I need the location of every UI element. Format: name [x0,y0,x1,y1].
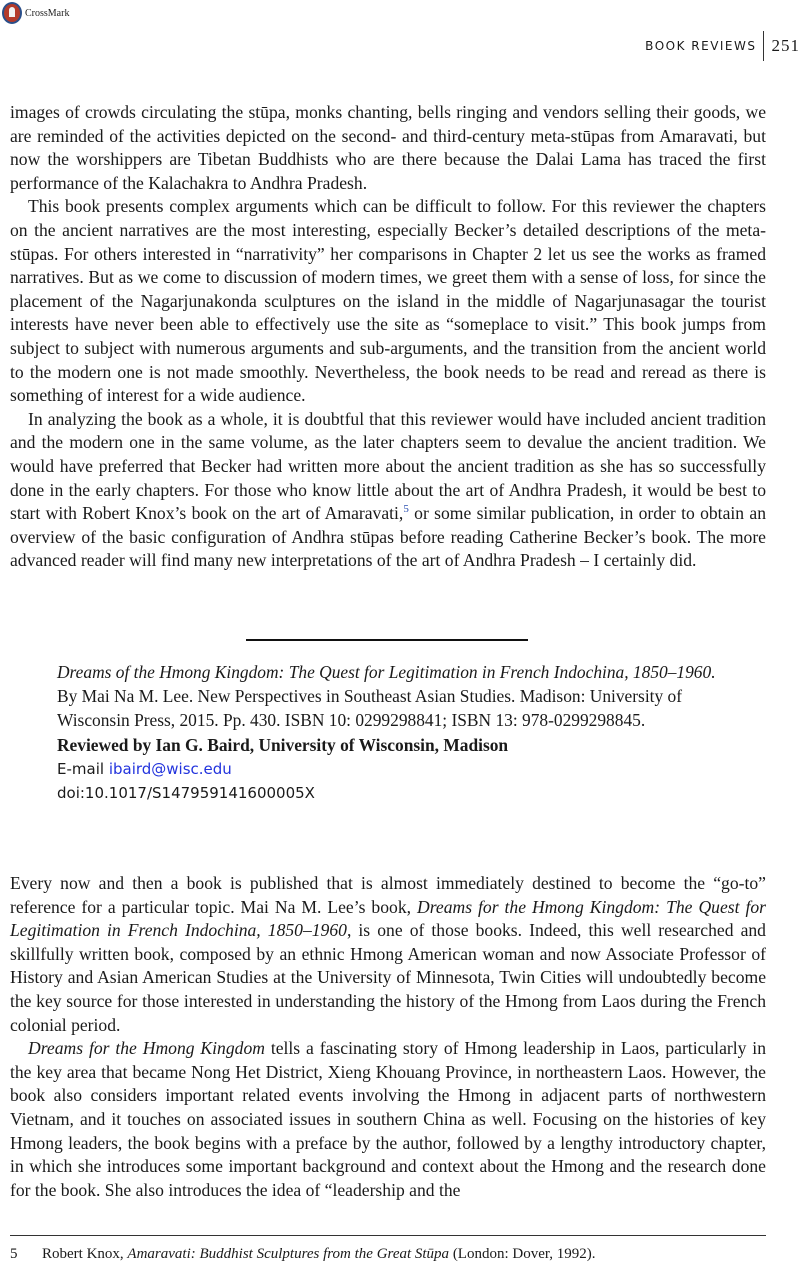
footnote [10,1244,596,1264]
review-citation [57,660,777,805]
book-details: Wisconsin Press, 2015. Pp. 430. ISBN 10: 0299298841; ISBN 13: 978-0299298845. [57,710,646,731]
paragraph [10,1037,766,1202]
email-label: E-mail [57,759,105,778]
review-text [10,872,766,1202]
book-title-inline: Dreams for the Hmong Kingdom: The Quest for Legitimation in French Indochina, 1850–1960 [10,896,766,941]
paragraph-text: or some similar publication, in order to obtain an overview of the basic configuration of Andhra stūpas before reading Catherine Becker’s book. The more advanced reader will find many new interpretations of the art of Andhra Pradesh – I certainly did. [10,503,766,571]
email-link[interactable]: ibaird@wisc.edu [108,759,232,778]
reviewer: Reviewed by Ian G. Baird, University of Wisconsin, Madison [57,734,509,755]
crossmark-icon [2,2,22,24]
paragraph [10,872,766,1037]
book-title: Dreams of the Hmong Kingdom: The Quest for Legitimation in French Indochina, 1850–1960. [57,662,716,682]
paragraph: This book presents complex arguments which can be difficult to follow. For this reviewer the chapters on the ancient narratives are the most interesting, especially Becker’s detailed descriptions of the meta-stūpas. For others interested in “narrativity” her comparisons in Chapter 2 let us see the works as framed narratives. But as we come to discussion of modern times, we greet them with a sense of loss, for since the placement of the Nagarjunakonda sculptures on the island in the middle of Nagarjunasagar the tourist interests have never been able to effectively use the site as “someplace to visit.” This book jumps from subject to subject with numerous arguments and sub-arguments, and the transition from the ancient world to the modern one is not made smoothly. Nevertheless, the book needs to be read and reread as there is something of interest for a wide audience. [10,196,766,406]
footnote-title: Amaravati: Buddhist Sculptures from the Great Stūpa [127,1246,450,1262]
paragraph-text: In analyzing the book as a whole, it is doubtful that this reviewer would have included ancient tradition and the modern one in the same volume, as the later chapters seem to devalue the ancient tradition. We would have preferred that Becker had written more about the ancient tradition as she has so successfully done in the early chapters. For those who know little about the art of Andhra Pradesh, it would be best to start with Robert Knox’s book on the art of Amaravati, [10,408,766,524]
footnote-divider [10,1235,766,1236]
paragraph [10,408,766,573]
book-details: By Mai Na M. Lee. New Perspectives in Southeast Asian Studies. Madison: University of [57,686,683,707]
crossmark-label: CrossMark [25,7,70,19]
paragraph-text: , is one of those books. Indeed, this well researched and skillfully written book, composed by an ethnic Hmong American woman and now Associate Professor of History and Asian American Studies at the University of Minnesota, Twin Cities will undoubtedly become the key source for those interested in understanding the history of the Hmong from Laos during the French colonial period. [10,920,766,1035]
paragraph: images of crowds circulating the stūpa, monks chanting, bells ringing and vendors selling their goods, we are reminded of the activities depicted on the second- and third-century meta-stūpas from Amaravati, but now the worshippers are Tibetan Buddhists who are there because the Dalai Lama has traced the first performance of the Kalachakra to Andhra Pradesh. [10,102,766,193]
footnote-text: Robert Knox, [42,1246,128,1262]
page-number: 251 [771,36,800,55]
running-head [645,30,800,62]
footnote-text: (London: Dover, 1992). [449,1246,596,1262]
doi[interactable]: doi:10.1017/S147959141600005X [57,784,315,803]
footnote-reference[interactable]: 5 [403,503,409,516]
section-divider [246,639,528,641]
paragraph-text: Every now and then a book is published that is almost immediately destined to become the “go-to” reference for a particular topic. Mai Na M. Lee’s book, [10,873,766,917]
previous-review-text [10,101,766,573]
book-title-inline: Dreams for the Hmong Kingdom [28,1038,265,1059]
footnote-number: 5 [10,1246,18,1262]
section-title: BOOK REVIEWS [645,39,757,53]
paragraph-text: tells a fascinating story of Hmong leadership in Laos, particularly in the key area that became Nong Het District, Xieng Khouang Province, in northeastern Laos. However, the book also considers important related events involving the Hmong in adjacent parts of northwestern Vietnam, and it touches on associated issues in southern China as well. Focusing on the histories of key Hmong leaders, the book begins with a preface by the author, followed by a lengthy introductory chapter, in which she introduces some important background and context about the Hmong and the research done for the book. She also introduces the idea of “leadership and the [10,1038,766,1200]
crossmark-badge[interactable] [2,2,69,24]
